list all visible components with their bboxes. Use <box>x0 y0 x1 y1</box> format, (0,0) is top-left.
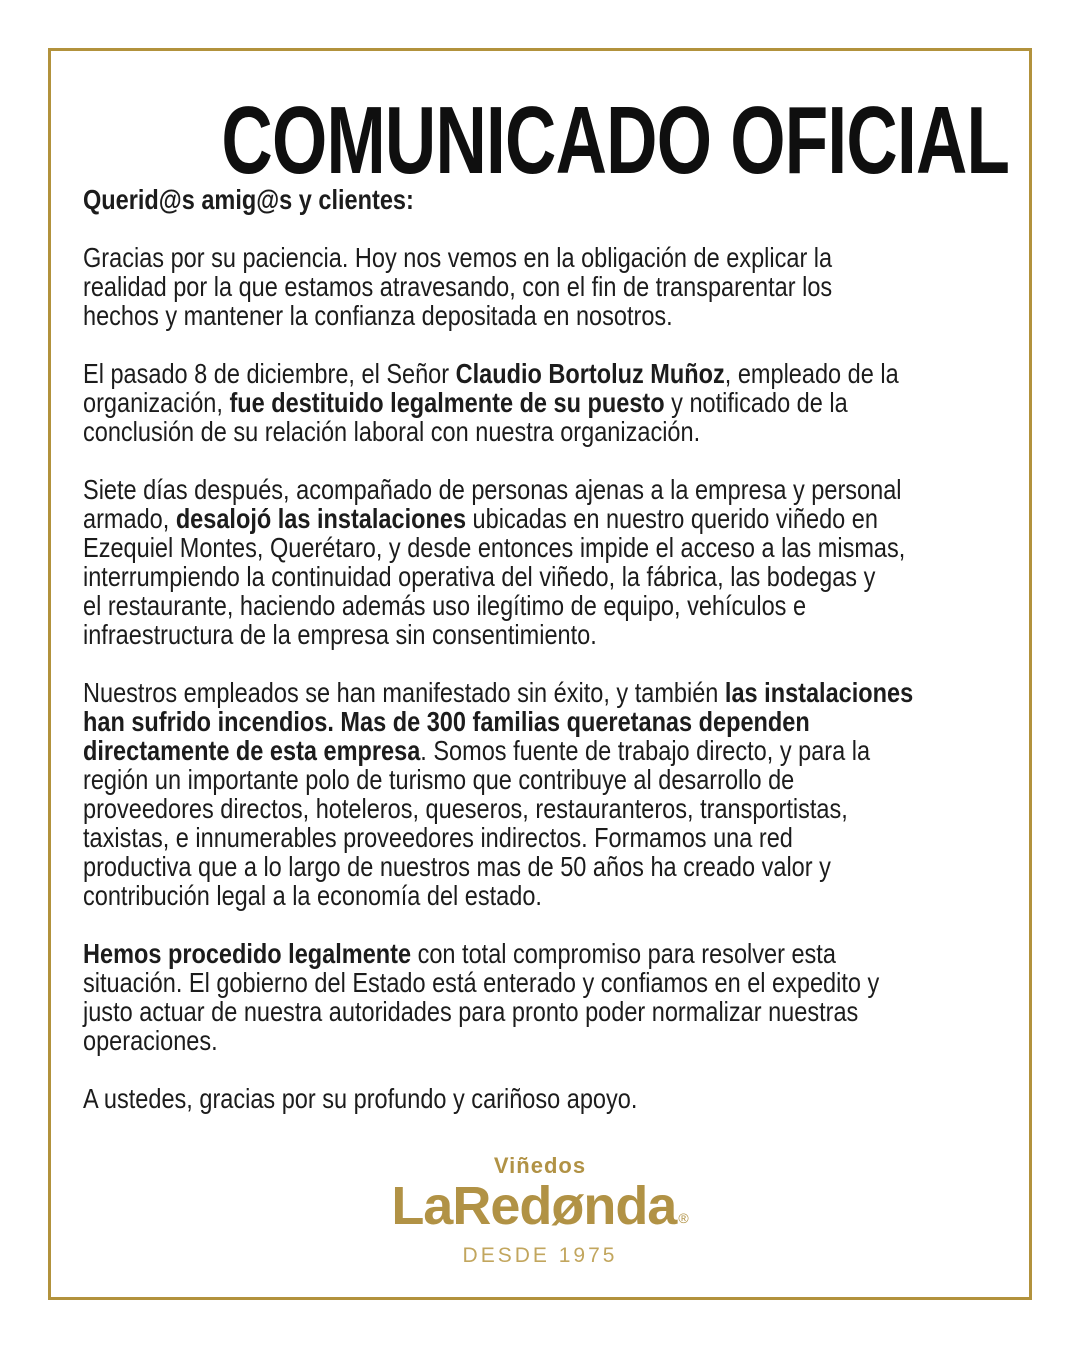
logo-name-row <box>83 1176 997 1237</box>
text-line: armado, desalojó las instalaciones ubicadas en nuestro querido viñedo en <box>83 503 878 535</box>
text-line: conclusión de su relación laboral con nuestra organización. <box>83 416 701 448</box>
registered-trademark-icon: ® <box>678 1210 689 1227</box>
text-line: interrumpiendo la continuidad operativa del viñedo, la fábrica, las bodegas y <box>83 561 876 593</box>
greeting: Querid@s amig@s y clientes: <box>83 184 414 216</box>
text-line: operaciones. <box>83 1025 218 1057</box>
text-line: han sufrido incendios. Mas de 300 familias queretanas dependen <box>83 706 810 738</box>
logo-vinedos-text: Viñedos <box>493 1153 587 1179</box>
page-title <box>83 87 1010 194</box>
logo-laredonda-text: LaRedønda <box>391 1176 677 1237</box>
page-title-text: COMUNICADO OFICIAL <box>221 87 1010 194</box>
text-line: Gracias por su paciencia. Hoy nos vemos en la obligación de explicar la <box>83 242 833 274</box>
letter-body <box>83 243 997 1113</box>
text-line: justo actuar de nuestra autoridades para pronto poder normalizar nuestras <box>83 996 859 1028</box>
text-line: directamente de esta empresa. Somos fuente de trabajo directo, y para la <box>83 735 871 767</box>
logo-since-text: DESDE 1975 <box>462 1244 618 1268</box>
brand-logo <box>83 1155 997 1266</box>
text-line: El pasado 8 de diciembre, el Señor Claudio Bortoluz Muñoz, empleado de la <box>83 358 899 390</box>
text-line: Ezequiel Montes, Querétaro, y desde entonces impide el acceso a las mismas, <box>83 532 906 564</box>
text-line: realidad por la que estamos atravesando, con el fin de transparentar los <box>83 271 833 303</box>
text-line: contribución legal a la economía del estado. <box>83 880 542 912</box>
text-line: proveedores directos, hoteleros, queseros, restauranteros, transportistas, <box>83 793 848 825</box>
text-line: Nuestros empleados se han manifestado sin éxito, y también las instalaciones <box>83 677 914 709</box>
text-line: región un importante polo de turismo que contribuye al desarrollo de <box>83 764 795 796</box>
text-line: Hemos procedido legalmente con total compromiso para resolver esta <box>83 938 836 970</box>
text-line: organización, fue destituido legalmente de su puesto y notificado de la <box>83 387 848 419</box>
paragraph <box>83 1084 997 1113</box>
gold-frame-border <box>48 48 1032 1300</box>
text-line: productiva que a lo largo de nuestros mas de 50 años ha creado valor y <box>83 851 831 883</box>
paragraph <box>83 243 997 330</box>
paragraph <box>83 939 997 1055</box>
text-line: el restaurante, haciendo además uso ilegítimo de equipo, vehículos e <box>83 590 807 622</box>
text-line: taxistas, e innumerables proveedores indirectos. Formamos una red <box>83 822 793 854</box>
text-line: situación. El gobierno del Estado está enterado y confiamos en el expedito y <box>83 967 880 999</box>
text-line: A ustedes, gracias por su profundo y cariñoso apoyo. <box>83 1083 638 1115</box>
paragraph <box>83 678 997 910</box>
text-line: Siete días después, acompañado de personas ajenas a la empresa y personal <box>83 474 902 506</box>
text-line: hechos y mantener la confianza depositada en nosotros. <box>83 300 673 332</box>
text-line: infraestructura de la empresa sin consentimiento. <box>83 619 597 651</box>
paragraph <box>83 359 997 446</box>
letter-text-block <box>83 185 997 1113</box>
paragraph <box>83 475 997 649</box>
